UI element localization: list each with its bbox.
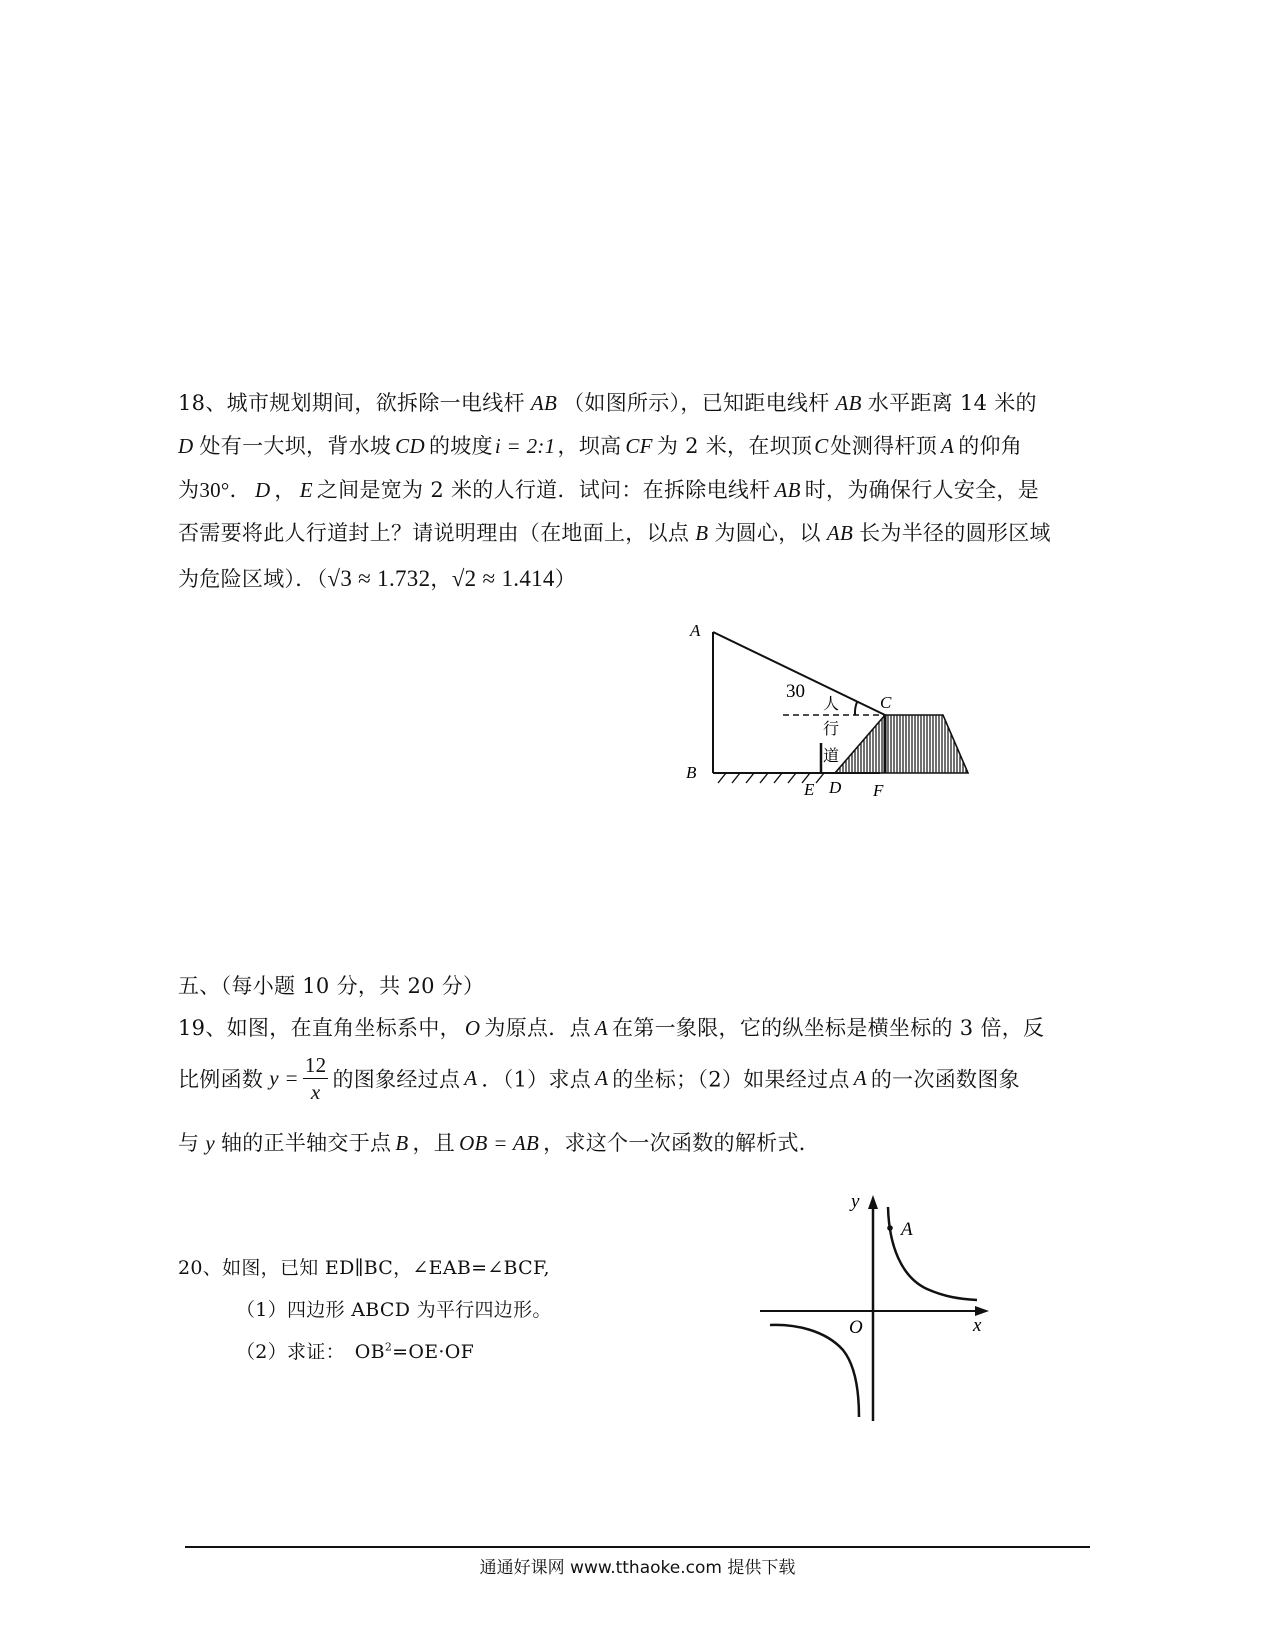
text: 在第一象限，它的纵坐标是横坐标的 3 倍，反 [612,1016,1045,1040]
text: 长为半径的圆形区域 [859,521,1051,545]
figure-18-diagram [680,610,990,810]
text: ） [554,567,577,591]
text: 与 [178,1131,200,1155]
var-cf: CF [625,434,653,458]
sqrt3-approx: √3 ≈ 1.732 [327,566,431,591]
text: 为原点．点 [484,1016,591,1040]
var-a: A [595,1066,609,1090]
text: 的坡度 [428,434,493,458]
text: 为 [178,478,200,502]
var-a: A [594,1016,609,1040]
text: （如图所示），已知距电线杆 [563,391,830,415]
walkway-char-1: 人 [823,696,840,713]
var-b: B [395,1131,409,1155]
q18-line-2 [178,430,1022,460]
superscript: 2 [384,1340,393,1354]
text: 时，为确保行人安全，是 [804,478,1040,502]
var-ab: AB [774,478,801,502]
function-lhs: y = [269,1066,299,1090]
footer-rule [185,1546,1090,1548]
q18-line-3 [178,474,1039,504]
sqrt2-approx: √2 ≈ 1.414 [451,566,555,591]
label-y: y [851,1191,860,1212]
q19-line-1 [178,1012,1044,1042]
fraction-numerator: 12 [304,1053,327,1077]
text: （2）求证： OB [236,1341,385,1363]
var-d: D [178,434,194,458]
label-o: O [849,1317,863,1338]
text: 的一次函数图象 [870,1067,1020,1092]
hyperbola-branch-q3 [770,1325,859,1417]
text: ． [229,478,251,502]
slope-ratio: i = 2:1 [494,434,556,458]
text: 轴的正半轴交于点 [220,1131,392,1155]
text: 为圆心，以 [714,521,821,545]
q20-line-1: 20、如图，已知 ED∥BC，∠EAB=∠BCF, [178,1257,550,1279]
label-a: A [690,621,701,640]
text: 的图象经过点 [332,1067,461,1092]
angle-arc [855,702,857,715]
text: =OE·OF [392,1341,475,1363]
walkway-char-3: 道 [823,748,840,765]
label-x: x [973,1315,982,1336]
text: ，且 [412,1131,456,1155]
text: 为 2 米，在坝顶 [656,434,813,458]
var-o: O [464,1016,481,1040]
var-a: A [464,1066,478,1090]
var-a: A [853,1066,867,1090]
text: 水平距离 14 米的 [867,391,1037,415]
y-axis-arrow [868,1195,878,1209]
text: 之间是宽为 2 米的人行道．试问：在拆除电线杆 [316,478,771,502]
fraction-denominator: x [310,1080,321,1104]
text: ， [274,478,296,502]
q18-line-4 [178,517,1051,547]
var-ab: AB [835,391,862,415]
label-f: F [873,781,884,800]
text: ，坝高 [557,434,622,458]
q20-line-3 [236,1337,474,1364]
angle-label: 30 [786,681,805,702]
figure-19-graph [755,1185,995,1430]
footer-text: 通通好课网 www.tthaoke.com 提供下载 [479,1558,796,1578]
dam-shape [835,715,968,773]
label-d: D [829,778,842,797]
section-5-heading: 五、（每小题 10 分，共 20 分） [178,974,485,998]
var-b: B [695,521,709,545]
label-b: B [686,763,697,782]
var-e: E [299,478,313,502]
q20-line-2: （1）四边形 ABCD 为平行四边形。 [236,1299,552,1321]
label-e: E [804,780,815,799]
angle-value: 30° [199,478,230,502]
text: ，求这个一次函数的解析式． [543,1131,821,1155]
text: 的仰角 [958,434,1023,458]
text: 处有一大坝，背水坡 [199,434,392,458]
var-c: C [814,434,829,458]
text: 19、如图，在直角坐标系中， [178,1016,461,1040]
text: 处测得杆顶 [830,434,938,458]
var-cd: CD [395,434,425,458]
var-ab: AB [826,521,854,545]
walkway-char-2: 行 [823,721,840,738]
label-a: A [901,1219,913,1240]
fraction-12-over-x [303,1052,329,1105]
q18-line-5 [178,563,576,593]
text: 18、城市规划期间，欲拆除一电线杆 [178,391,525,415]
var-d: D [254,478,271,502]
point-a-dot [887,1225,893,1231]
q18-line-1 [178,387,1037,417]
text: 比例函数 [178,1067,264,1092]
q19-line-3 [178,1127,820,1157]
text: 否需要将此人行道封上？请说明理由（在地面上，以点 [178,521,690,545]
q19-line-2 [178,1052,1020,1105]
label-c: C [880,693,892,712]
equation-ob-ab: OB = AB [459,1131,540,1155]
text: 的坐标；（2）如果经过点 [612,1067,850,1092]
var-a: A [941,434,955,458]
text: 为危险区域）．（ [178,567,328,591]
var-ab: AB [530,391,558,415]
sight-line-ac [713,632,885,715]
text: ， [430,567,452,591]
text: ．（1）求点 [481,1067,592,1092]
var-y: y [205,1131,215,1155]
